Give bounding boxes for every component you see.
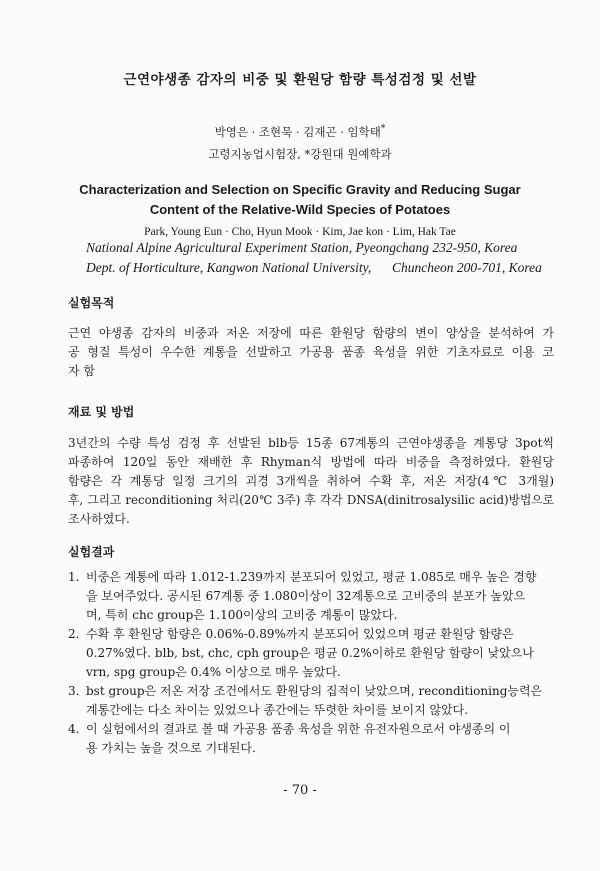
objective-line: 공 형질 특성이 우수한 계통을 선발하고 가공용 품종 육성을 위한 기초자료로 이용 코 [68,345,554,359]
results-item-number: 4. [68,722,80,736]
objective-line: 근연 야생종 감자의 비중과 저온 저장에 따른 환원당 함량의 변이 양상을 분석하여 가 [68,326,554,340]
results-item-number: 3. [68,684,80,698]
affiliation-english-line-1: National Alpine Agricultural Experiment Station, Pyeongchang 232-950, Korea [86,240,518,255]
results-line: bst group은 저온 저장 조건에서도 환원당의 집적이 낮았으며, reconditioning능력은 [86,684,543,698]
methods-line: 후, 그리고 reconditioning 처리(20℃ 3주) 후 각각 DNSA(dinitrosalysilic acid)방법으로 [68,493,554,507]
results-line: vrn, spg group은 0.4% 이상으로 매우 높았다. [86,665,341,679]
results-item-4 [68,720,556,758]
objective-paragraph [68,324,554,381]
results-line: 0.27%였다. blb, bst, chc, cph group은 평균 0.2%이하로 환원당 함량이 낮았으나 [86,646,534,660]
authors-english: Park, Young Eun · Cho, Hyun Mook · Kim, Jae kon · Lim, Hak Tae [144,226,456,238]
authors-korean-mark: * [380,124,386,135]
methods-line: 3년간의 수량 특성 검정 후 선발된 blb등 15종 67계통의 근연야생종을 계통당 3pot씩 [68,436,554,450]
english-title [0,180,600,220]
korean-title: 근연야생종 감자의 비중 및 환원당 함량 특성검정 및 선발 [123,72,477,88]
results-item-3 [68,682,556,720]
results-line: 계통간에는 다소 차이는 있었으나 종간에는 뚜렷한 차이를 보이지 않았다. [86,703,469,717]
results-line: 수확 후 환원당 함량은 0.06%-0.89%까지 분포되어 있었으며 평균 환원당 함량은 [86,627,514,641]
english-title-line-1: Characterization and Selection on Specific Gravity and Reducing Sugar [79,182,521,197]
page-number: - 70 - [283,783,317,798]
methods-paragraph [68,434,554,529]
methods-line: 함량은 각 계통당 일정 크기의 괴경 3개씩을 취하여 수확 후, 저온 저장(4℃ 3개월) [68,474,554,488]
affiliation-english-city: Chuncheon 200-701, Korea [392,260,542,275]
results-line: 며, 특히 chc group은 1.100이상의 고비중 계통이 많았다. [86,608,398,622]
authors-korean-names: 박영은 · 조현묵 · 김재곤 · 임학태 [214,125,381,139]
results-line: 이 실험에서의 결과로 볼 때 가공용 품종 육성을 위한 유전자원으로서 야생종의 이 [86,722,511,736]
results-item-2 [68,625,556,682]
methods-heading: 재료 및 방법 [68,405,135,419]
methods-line: 조사하였다. [68,512,130,526]
results-line: 비중은 계통에 따라 1.012-1.239까지 분포되어 있었고, 평균 1.085로 매우 높은 경향 [86,570,537,584]
results-heading: 실험결과 [68,545,115,559]
affiliation-english-dept: Dept. of Horticulture, Kangwon National University, [86,260,372,275]
results-list [68,568,556,758]
english-title-line-2: Content of the Relative-Wild Species of Potatoes [149,202,451,217]
affiliation-korean: 고령지농업시험장, *강원대 원예학과 [208,147,392,161]
methods-line: 파종하여 120일 동안 재배한 후 Rhyman식 방법에 따라 비중을 측정하였다. 환원당 [68,455,554,469]
results-item-number: 1. [68,570,80,584]
results-item-1 [68,568,556,625]
affiliation-english-line-2 [86,260,556,276]
results-line: 용 가치는 높을 것으로 기대된다. [86,741,256,755]
objective-line: 자 함 [68,364,95,378]
results-item-number: 2. [68,627,80,641]
results-line: 을 보여주었다. 공시된 67계통 중 1.080이상이 32계통으로 고비중의 분포가 높았으 [86,589,526,603]
authors-korean [0,124,600,140]
objective-heading: 실험목적 [68,296,115,310]
